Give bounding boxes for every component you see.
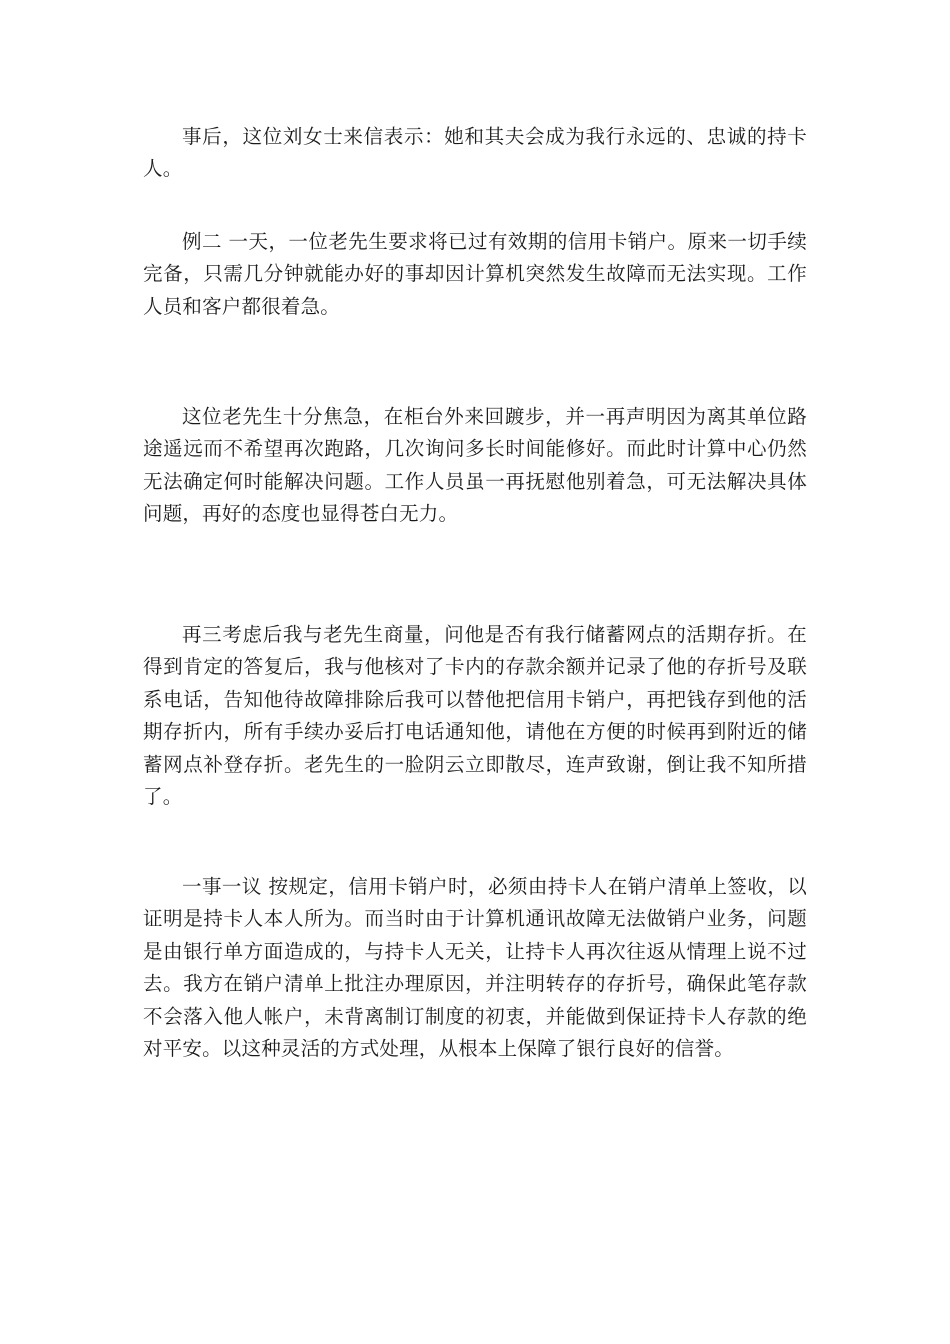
paragraph-3: 这位老先生十分焦急，在柜台外来回踱步，并一再声明因为离其单位路途遥远而不希望再次跑路，几次询问多长时间能修好。而此时计算中心仍然无法确定何时能解决问题。工作人员虽一再抚慰他别着急，可无法解决具体问题，再好的态度也显得苍白无力。: [143, 405, 807, 526]
paragraph-2: 例二 一天，一位老先生要求将已过有效期的信用卡销户。原来一切手续完备，只需几分钟就能办好的事却因计算机突然发生故障而无法实现。工作人员和客户都很着急。: [143, 230, 807, 318]
paragraph-1: 事后，这位刘女士来信表示：她和其夫会成为我行永远的、忠诚的持卡人。: [143, 125, 807, 181]
paragraph-4: 再三考虑后我与老先生商量，问他是否有我行储蓄网点的活期存折。在得到肯定的答复后，我与他核对了卡内的存款余额并记录了他的存折号及联系电话，告知他待故障排除后我可以替他把信用卡销户，再把钱存到他的活期存折内，所有手续办妥后打电话通知他，请他在方便的时候再到附近的储蓄网点补登存折。老先生的一脸阴云立即散尽，连声致谢，倒让我不知所措了。: [143, 623, 807, 809]
paragraph-5: 一事一议 按规定，信用卡销户时，必须由持卡人在销户清单上签收，以证明是持卡人本人所为。而当时由于计算机通讯故障无法做销户业务，问题是由银行单方面造成的，与持卡人无关，让持卡人再次往返从情理上说不过去。我方在销户清单上批注办理原因，并注明转存的存折号，确保此笔存款不会落入他人帐户，未背离制订制度的初衷，并能做到保证持卡人存款的绝对平安。以这种灵活的方式处理，从根本上保障了银行良好的信誉。: [143, 875, 807, 1061]
